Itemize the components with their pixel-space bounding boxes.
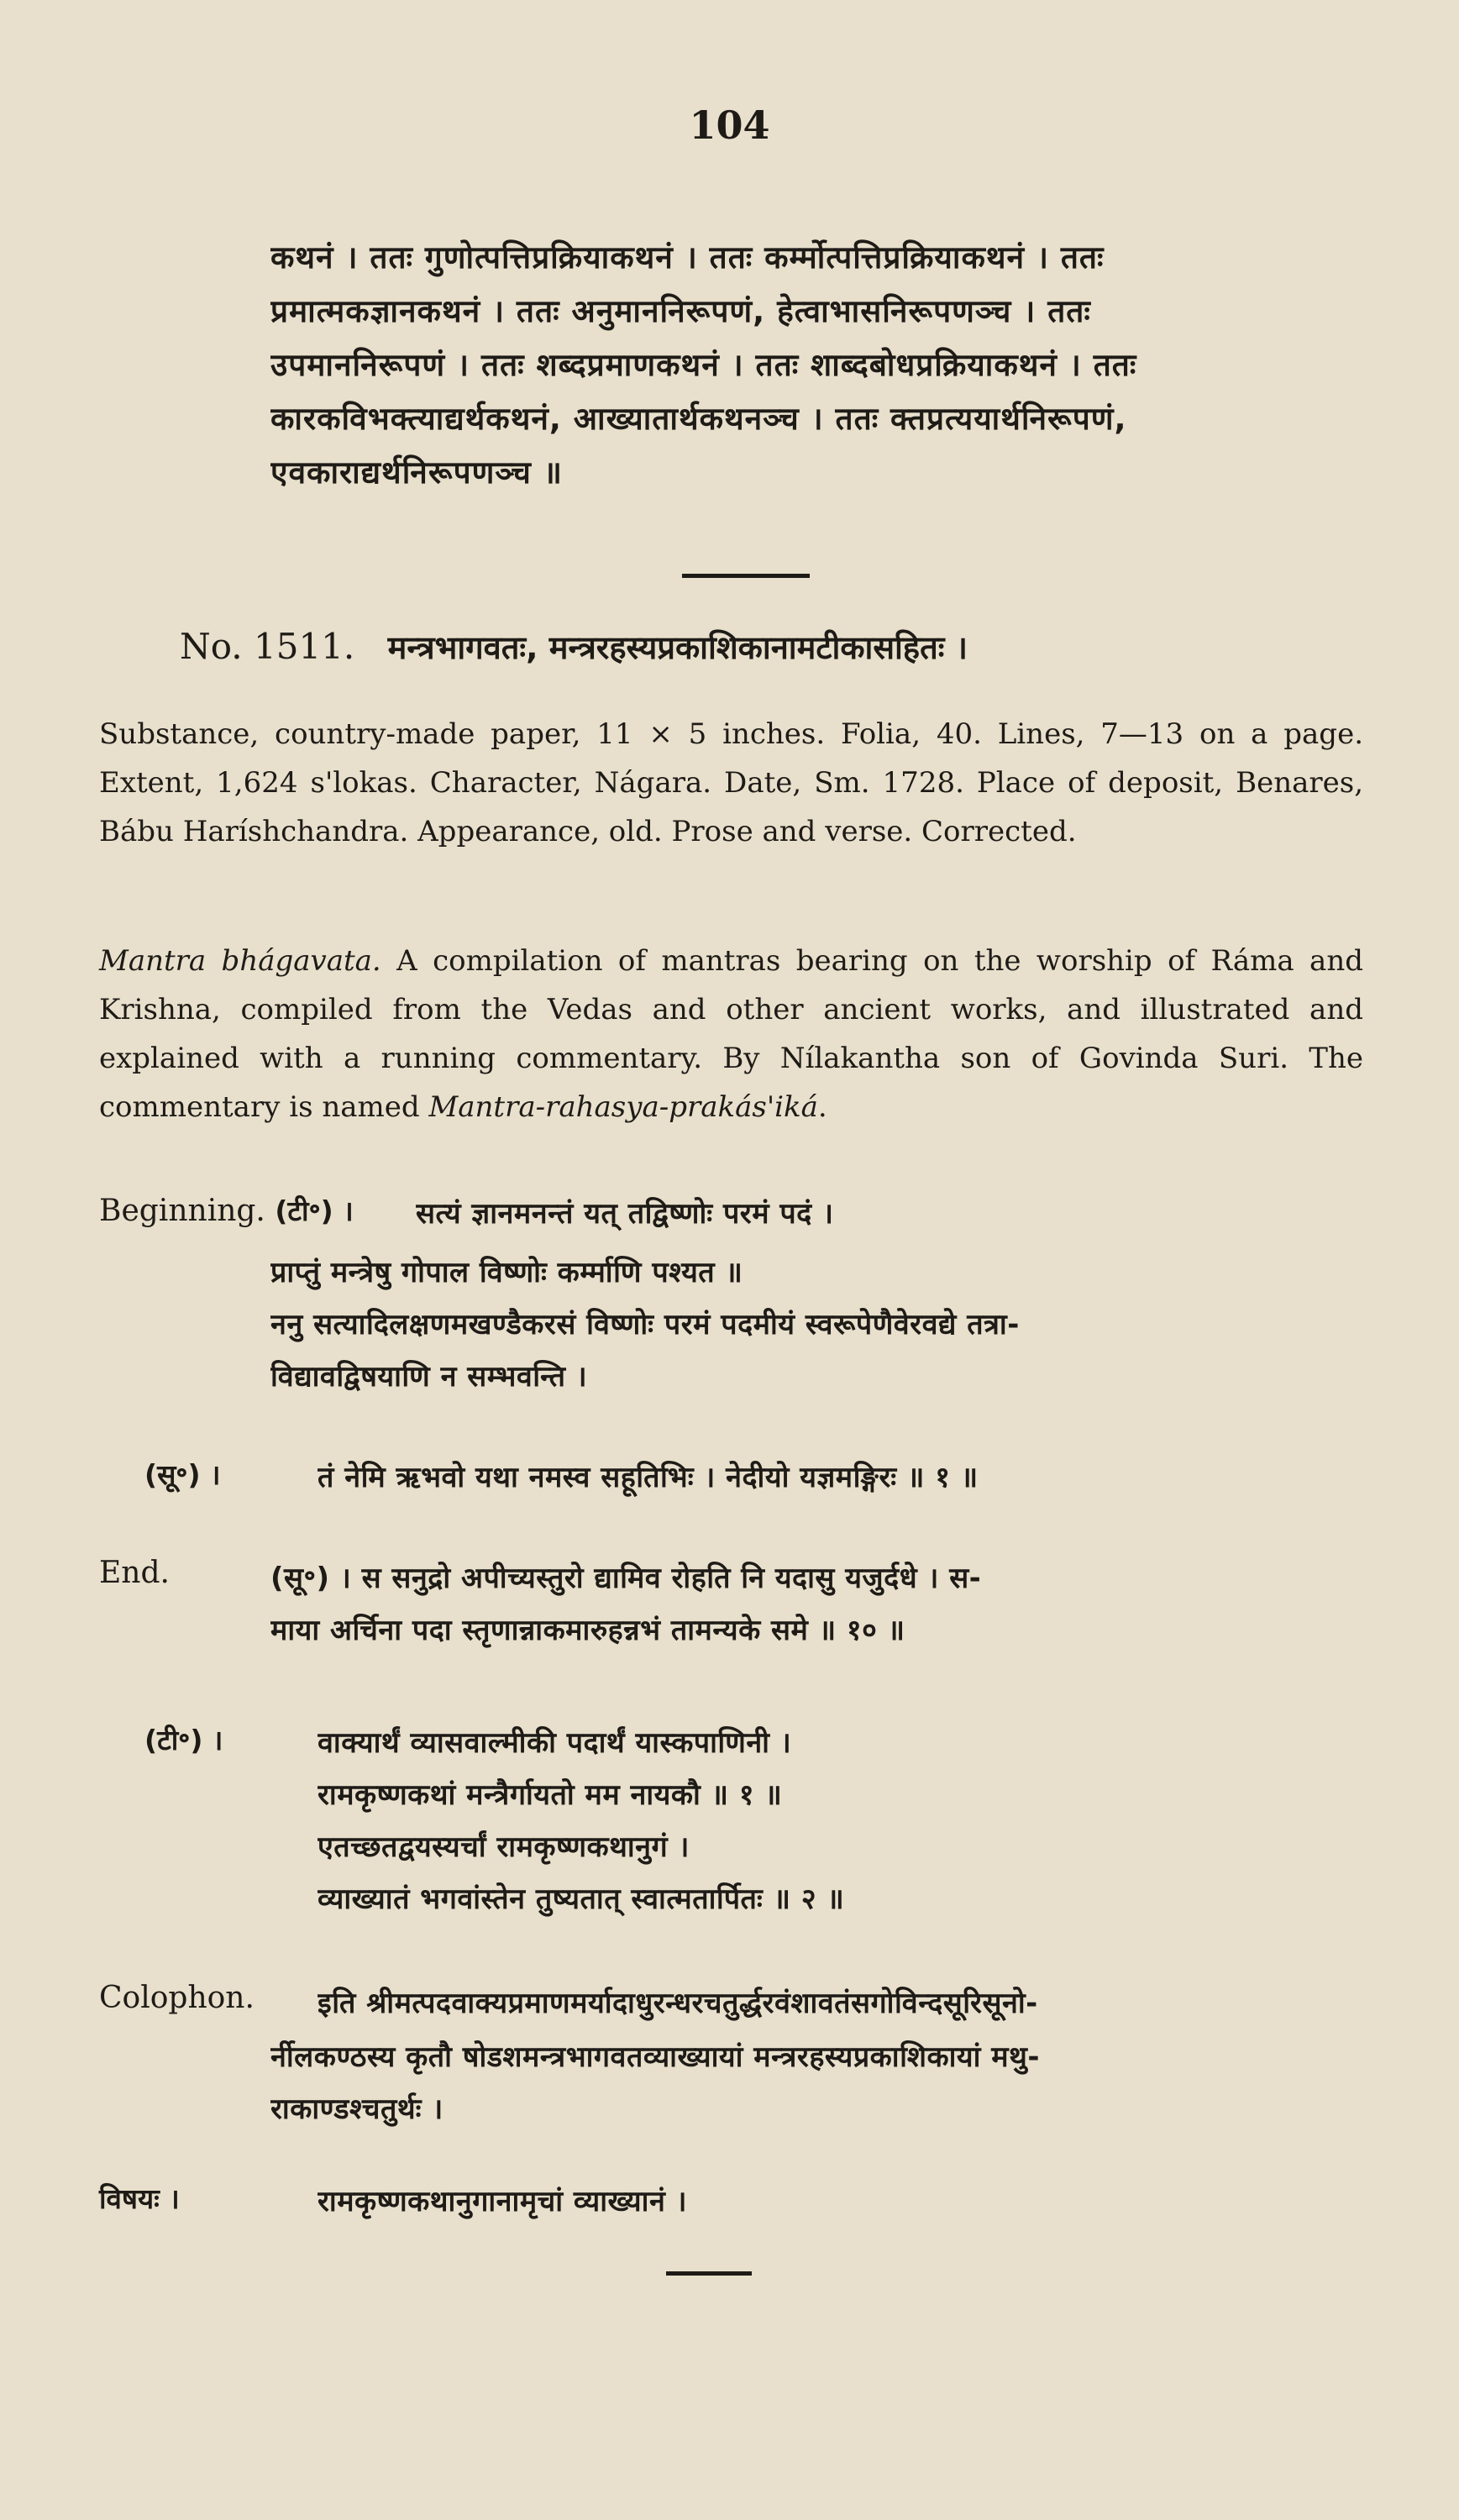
text-line: प्रमात्मकज्ञानकथनं । ततः अनुमाननिरूपणं, हेत्वाभासनिरूपणञ्च । ततः (270, 293, 1091, 329)
text-line: कारकविभक्त्याद्यर्थकथनं, आख्यातार्थकथनञ्च । ततः क्तप्रत्ययार्थनिरूपणं, (270, 401, 1127, 437)
text-line: सत्यं ज्ञानमनन्तं यत् तद्विष्णोः परमं पदं । (416, 1197, 834, 1231)
end-tika-marker-row (144, 1720, 223, 1758)
text-line: कथनं । ततः गुणोत्पत्तिप्रक्रियाकथनं । ततः कर्म्मोत्पत्तिप्रक्रियाकथनं । ततः (270, 239, 1105, 276)
text-line: तं नेमि ऋभवो यथा नमस्व सहूतिभिः । नेदीयो यज्ञमङ्गिरः ॥ १ ॥ (318, 1461, 979, 1494)
text-line: माया अर्चिना पदा स्तृणान्नाकमारुहन्नभं तामन्यके समे ॥ १० ॥ (270, 1614, 905, 1647)
beginning-sutra (318, 1452, 1359, 1504)
colophon-text (318, 1977, 1359, 2029)
beginning-label-row (99, 1191, 354, 1229)
text-line: ननु सत्यादिलक्षणमखण्डैकरसं विष्णोः परमं पदमीयं स्वरूपेणैवेरवद्ये तत्रा- (270, 1308, 1020, 1341)
beginning-text (416, 1188, 1365, 1240)
text-line: र्नीलकण्ठस्य कृतौ षोडशमन्त्रभागवतव्याख्यायां मन्त्ररहस्यप्रकाशिकायां मथु- (270, 2040, 1040, 2074)
text-line: विद्यावद्विषयाणि न सम्भवन्ति । (270, 1360, 588, 1394)
end-label-row (99, 1556, 170, 1590)
entry-title-sanskrit: मन्त्रभागवतः, मन्त्ररहस्यप्रकाशिकानामटीकासहितः । (387, 629, 968, 666)
text-line: इति श्रीमत्पदवाक्यप्रमाणमर्यादाधुरन्धरचतुर्द्धरवंशावतंसगोविन्दसूरिसूनो- (318, 1987, 1038, 2020)
beginning-text-continued (270, 1247, 1362, 1403)
text-line: राकाण्डश्चतुर्थः । (270, 2092, 443, 2126)
text-line: रामकृष्णकथां मन्त्रैर्गायतो मम नायकौ ॥ १ ॥ (318, 1778, 783, 1812)
colophon-label-row (99, 1981, 255, 2015)
end-divider (666, 2271, 752, 2276)
entry-number: No. 1511. (180, 626, 355, 667)
colophon-label: Colophon. (99, 1981, 255, 2015)
colophon-text-continued (270, 2031, 1362, 2135)
text-line: वाक्यार्थं व्यासवाल्मीकी पदार्थं यास्कपाणिनी । (318, 1726, 792, 1760)
text-line: (सू॰) । स सनुद्रो अपीच्यस्तुरो द्यामिव रोहति नि यदासु यजुर्दधे । स- (270, 1562, 982, 1595)
sutra-marker: (सू॰) । (144, 1458, 221, 1491)
text-line: व्याख्यातं भगवांस्तेन तुष्यतात् स्वात्मतार्पितः ॥ २ ॥ (318, 1882, 845, 1916)
entry-description: Substance, country-made paper, 11 × 5 inches. Folia, 40. Lines, 7—13 on a page. Extent, 1,624 s'lokas. Character, Nágara. Date, Sm. 1728. Place of deposit, Benares, Bábu Haríshchandra. Appearance, old. Prose and verse. Corrected. (99, 717, 1363, 848)
page-number: 104 (689, 102, 770, 148)
section-divider (682, 574, 810, 578)
tika-marker: (टी॰) । (275, 1194, 354, 1227)
entry-summary (99, 937, 1363, 1131)
subject-text (318, 2176, 1359, 2228)
text-line: एवकाराद्यर्थनिरूपणञ्च ॥ (270, 454, 563, 491)
beginning-label: Beginning. (99, 1194, 265, 1228)
text-line: रामकृष्णकथानुगानामृचां व्याख्यानं । (318, 2185, 688, 2218)
summary-commentary-name: Mantra-rahasya-prakás'iká (428, 1090, 818, 1124)
end-label: End. (99, 1556, 170, 1590)
subject-label: विषयः । (99, 2182, 180, 2215)
summary-end: . (817, 1090, 827, 1124)
text-line: एतच्छतद्वयस्यर्चां रामकृष्णकथानुगं । (318, 1830, 690, 1864)
text-line: उपमाननिरूपणं । ततः शब्दप्रमाणकथनं । ततः शाब्दबोधप्रक्रियाकथनं । ततः (270, 347, 1137, 383)
text-line: प्राप्तुं मन्त्रेषु गोपाल विष्णोः कर्म्माणि पश्यत ॥ (270, 1256, 743, 1289)
sutra-marker-row (144, 1455, 221, 1493)
summary-text: A compilation of mantras bearing on the worship of Ráma and Krishna, compiled from the Vedas and other ancient works, and illustrated and explained with a running commentary. By Nílakantha son of Govinda Suri. The commentary is named (99, 944, 1363, 1124)
subject-label-row (99, 2179, 180, 2217)
end-text (270, 1552, 1362, 1656)
end-tika-text (318, 1717, 1359, 1925)
summary-title: Mantra bhágavata. (99, 944, 381, 978)
previous-entry-text (270, 231, 1354, 500)
entry-heading (180, 625, 1398, 669)
tika-marker: (टी॰) । (144, 1724, 223, 1756)
